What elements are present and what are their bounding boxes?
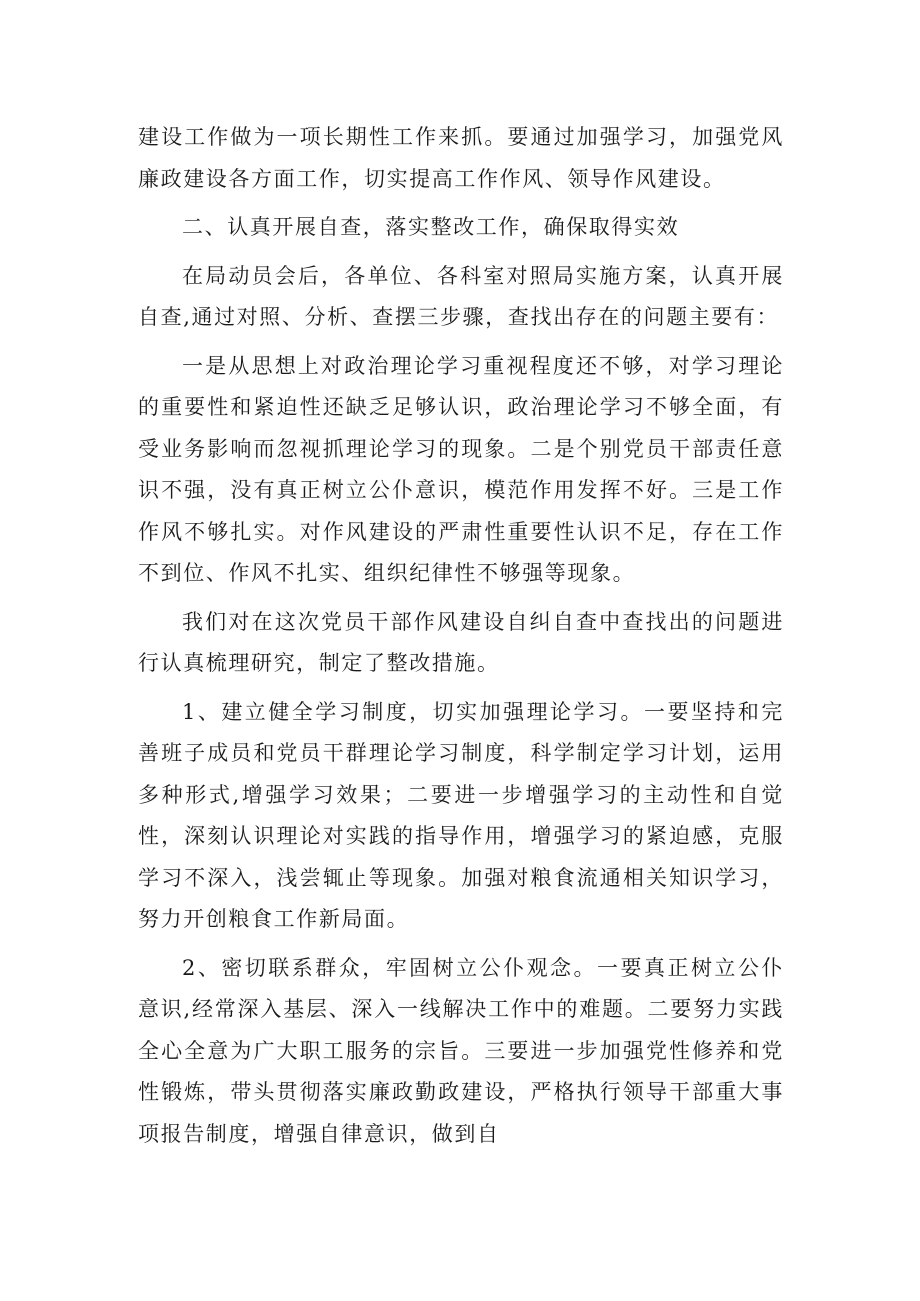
- paragraph-self-check: 在局动员会后，各单位、各科室对照局实施方案，认真开展自查,通过对照、分析、查摆三步骤，查找出存在的问题主要有：: [138, 263, 784, 329]
- paragraph-measure-2: 2、密切联系群众，牢固树立公仆观念。一要真正树立公仆意识,经常深入基层、深入一线解决工作中的难题。二要努力实践全心全意为广大职工服务的宗旨。三要进一步加强党性修养和党性锻炼，带头贯彻落实廉政勤政建设，严格执行领导干部重大事项报告制度，增强自律意识，做到自: [138, 955, 784, 1146]
- section-heading: 二、认真开展自查，落实整改工作，确保取得实效: [182, 215, 680, 239]
- paragraph-rectification-intro: 我们对在这次党员干部作风建设自纠自查中查找出的问题进行认真梳理研究，制定了整改措施。: [138, 609, 784, 675]
- document-body: [138, 117, 784, 1162]
- paragraph-measure-1: 1、建立健全学习制度，切实加强理论学习。一要坚持和完善班子成员和党员干群理论学习制度，科学制定学习计划，运用多种形式,增强学习效果；二要进一步增强学习的主动性和自觉性，深刻认识理论对实践的指导作用，增强学习的紧迫感，克服学习不深入，浅尝辄止等现象。加强对粮食流通相关知识学习，努力开创粮食工作新局面。: [138, 699, 784, 931]
- paragraph-problems: 一是从思想上对政治理论学习重视程度还不够，对学习理论的重要性和紧迫性还缺乏足够认识，政治理论学习不够全面，有受业务影响而忽视抓理论学习的现象。二是个别党员干部责任意识不强，没有真正树立公仆意识，模范作用发挥不好。三是工作作风不够扎实。对作风建设的严肃性重要性认识不足，存在工作不到位、作风不扎实、组织纪律性不够强等现象。: [138, 353, 784, 585]
- paragraph-continuation: 建设工作做为一项长期性工作来抓。要通过加强学习，加强党风廉政建设各方面工作，切实提高工作作风、领导作风建设。: [138, 125, 784, 191]
